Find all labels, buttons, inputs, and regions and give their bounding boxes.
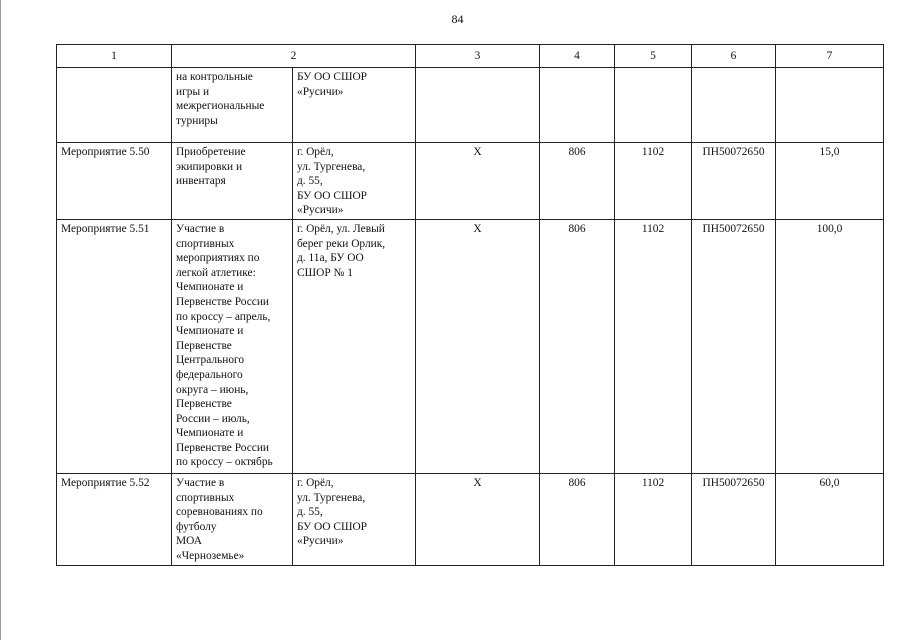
- page-left-edge: [0, 0, 1, 640]
- col5-cell: [615, 68, 692, 143]
- measure-cell: Мероприятие 5.51: [57, 219, 172, 473]
- col5-cell: 1102: [615, 473, 692, 565]
- page-number: 84: [451, 12, 464, 26]
- measure-cell: [57, 68, 172, 143]
- col6-cell: ПН50072650: [692, 143, 776, 220]
- measure-cell: Мероприятие 5.50: [57, 143, 172, 220]
- budget-table: [56, 44, 884, 566]
- location-cell: г. Орёл, ул. Тургенева, д. 55, БУ ОО СШОР «Русичи»: [293, 473, 416, 565]
- col7-cell: 60,0: [776, 473, 884, 565]
- col7-cell: [776, 68, 884, 143]
- table-row: [57, 68, 884, 143]
- measure-cell: Мероприятие 5.52: [57, 473, 172, 565]
- table-row: [57, 143, 884, 220]
- header-cell-7: 7: [776, 45, 884, 68]
- description-cell: Участие в спортивных соревнованиях по футболу МОА «Черноземье»: [172, 473, 293, 565]
- header-cell-5: 5: [615, 45, 692, 68]
- col5-cell: 1102: [615, 143, 692, 220]
- header-cell-2: 2: [172, 45, 416, 68]
- description-cell: на контрольные игры и межрегиональные турниры: [172, 68, 293, 143]
- location-cell: БУ ОО СШОР «Русичи»: [293, 68, 416, 143]
- header-cell-3: 3: [416, 45, 540, 68]
- description-cell: Приобретение экипировки и инвентаря: [172, 143, 293, 220]
- table-row: [57, 473, 884, 565]
- location-cell: г. Орёл, ул. Тургенева, д. 55, БУ ОО СШОР «Русичи»: [293, 143, 416, 220]
- col4-cell: 806: [540, 219, 615, 473]
- header-cell-1: 1: [57, 45, 172, 68]
- description-cell: Участие в спортивных мероприятиях по легкой атлетике: Чемпионате и Первенстве России по кроссу – апрель, Чемпионате и Первенстве Центрального федерального округа – июнь, Первенстве России – июль, Чемпионате и Первенстве России по кроссу – октябрь: [172, 219, 293, 473]
- col3-cell: Х: [416, 473, 540, 565]
- header-cell-4: 4: [540, 45, 615, 68]
- col6-cell: ПН50072650: [692, 473, 776, 565]
- location-cell: г. Орёл, ул. Левый берег реки Орлик, д. 11а, БУ ОО СШОР № 1: [293, 219, 416, 473]
- col3-cell: Х: [416, 219, 540, 473]
- table-header-row: [57, 45, 884, 68]
- table-row: [57, 219, 884, 473]
- col7-cell: 100,0: [776, 219, 884, 473]
- header-cell-6: 6: [692, 45, 776, 68]
- col5-cell: 1102: [615, 219, 692, 473]
- col3-cell: Х: [416, 143, 540, 220]
- col4-cell: [540, 68, 615, 143]
- col7-cell: 15,0: [776, 143, 884, 220]
- col4-cell: 806: [540, 473, 615, 565]
- col6-cell: ПН50072650: [692, 219, 776, 473]
- col4-cell: 806: [540, 143, 615, 220]
- col6-cell: [692, 68, 776, 143]
- col3-cell: [416, 68, 540, 143]
